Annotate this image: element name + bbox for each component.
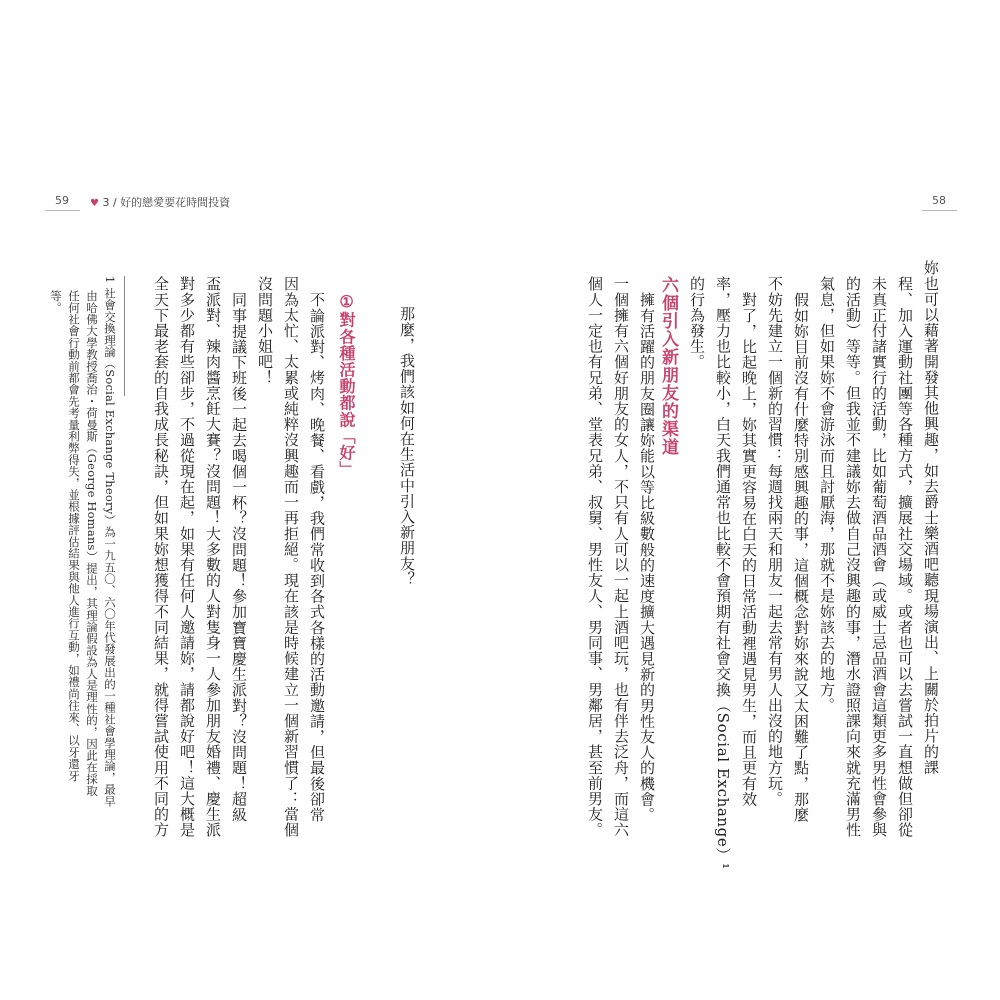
running-head	[90, 194, 230, 210]
footnote-line-1: 1 社會交換理論（Social Exchange Theory）為一九五〇、六〇年代發展出的一種社會學理論，最早	[103, 276, 117, 807]
heart-icon: ♥	[90, 198, 99, 209]
footnote-line-2: 由哈佛大學教授喬治・荷曼斯（George Homans）提出，其理論假設為人是理性的，因此在採取	[85, 290, 99, 797]
right-p3-line-1: 對了，比起晚上，妳其實更容易在白天的日常活動裡遇見男生，而且更有效	[740, 292, 758, 807]
left-p2-line-4: 全天下最老套的自我成長秘訣，但如果妳想獲得不同結果，就得嘗試使用不同的方	[152, 276, 170, 838]
left-p1-line-1: 不論派對、烤肉、晚餐、看戲，我們常收到各式各樣的活動邀請，但最後卻常	[308, 292, 326, 823]
right-header-rule	[922, 210, 957, 211]
right-p1-line-2: 程、加入運動社團等各種方式，擴展社交場域。或者也可以去嘗試一直想做但卻從	[896, 276, 914, 838]
footnote-line-4: 等。	[49, 290, 63, 314]
right-p1-line-4: 的活動）等等。但我並不建議妳去做自己沒興趣的事，潛水證照課向來就充滿男性	[844, 276, 862, 838]
right-p1-line-1: 妳也可以藉著開發其他興趣，如去爵士樂酒吧聽現場演出、上關於拍片的課	[922, 260, 940, 775]
heading-p-line-3: 個人一定也有兄弟、堂表兄弟、叔舅、男性友人、男同事、男鄰居，甚至前男友。	[586, 276, 604, 838]
left-p2-line-1: 同事提議下班後一起去喝個一杯？沒問題！參加寶寶慶生派對？沒問題！超級	[230, 292, 248, 823]
right-p2-line-1: 假如妳目前沒有什麼特別感興趣的事，這個概念對妳來說又太困難了點，那麼	[792, 292, 810, 823]
subheading-number: ①	[337, 292, 356, 312]
subheading	[336, 292, 354, 478]
left-p2-line-2: 盃派對、辣肉醬烹飪大賽？沒問題！大多數的人對隻身一人參加朋友婚禮、慶生派	[204, 276, 222, 838]
left-header-rule	[45, 210, 80, 211]
heading-p-line-1: 擁有活躍的朋友圈讓妳能以等比級數般的速度擴大遇見新的男性友人的機會。	[638, 292, 656, 823]
footnote-rule	[124, 276, 125, 396]
section-heading: 六個引入新朋友的渠道	[658, 276, 678, 456]
right-p1-line-3: 未真正付諸實行的活動，比如葡萄酒品酒會（或威士忌品酒會這類更多男性會參與	[870, 276, 888, 838]
left-page-number: 59	[55, 194, 69, 207]
left-intro: 那麼，我們該如何在生活中引入新朋友？	[398, 306, 416, 587]
right-p1-line-5: 氣息，但如果妳不會游泳而且討厭海，那就不是妳該去的地方。	[818, 276, 836, 713]
footnote-line-3: 任何社會行動前都會先考量利弊得失，並根據評估結果與他人進行互動，如禮尚往來、以牙還牙	[67, 290, 81, 782]
left-p1-line-3: 沒問題小姐吧！	[256, 276, 274, 386]
heading-p-line-2: 一個擁有六個好朋友的女人，不只有人可以一起上酒吧玩，也有伴去泛舟，而這六	[612, 276, 630, 838]
left-p2-line-3: 對多少都有些卻步，不過從現在起，如果有任何人邀請妳，請都說好吧！這大概是	[178, 276, 196, 838]
running-head-text: 3 / 好的戀愛要花時間投資	[102, 196, 231, 209]
right-p2-line-2: 不妨先建立一個新的習慣：每週找兩天和朋友一起去常有男人出沒的地方玩。	[766, 276, 784, 807]
subheading-text: 對各種活動都說「好」	[337, 311, 356, 478]
left-p1-line-2: 因為太忙、太累或純粹沒興趣而一再拒絕。現在該是時候建立一個新習慣了：當個	[282, 276, 300, 838]
right-page-number: 58	[932, 194, 946, 207]
right-p3-line-2: 率，壓力也比較小，白天我們通常也比較不會預期有社會交換（Social Exchange）¹	[714, 276, 732, 870]
right-p3-line-3: 的行為發生。	[688, 276, 706, 370]
